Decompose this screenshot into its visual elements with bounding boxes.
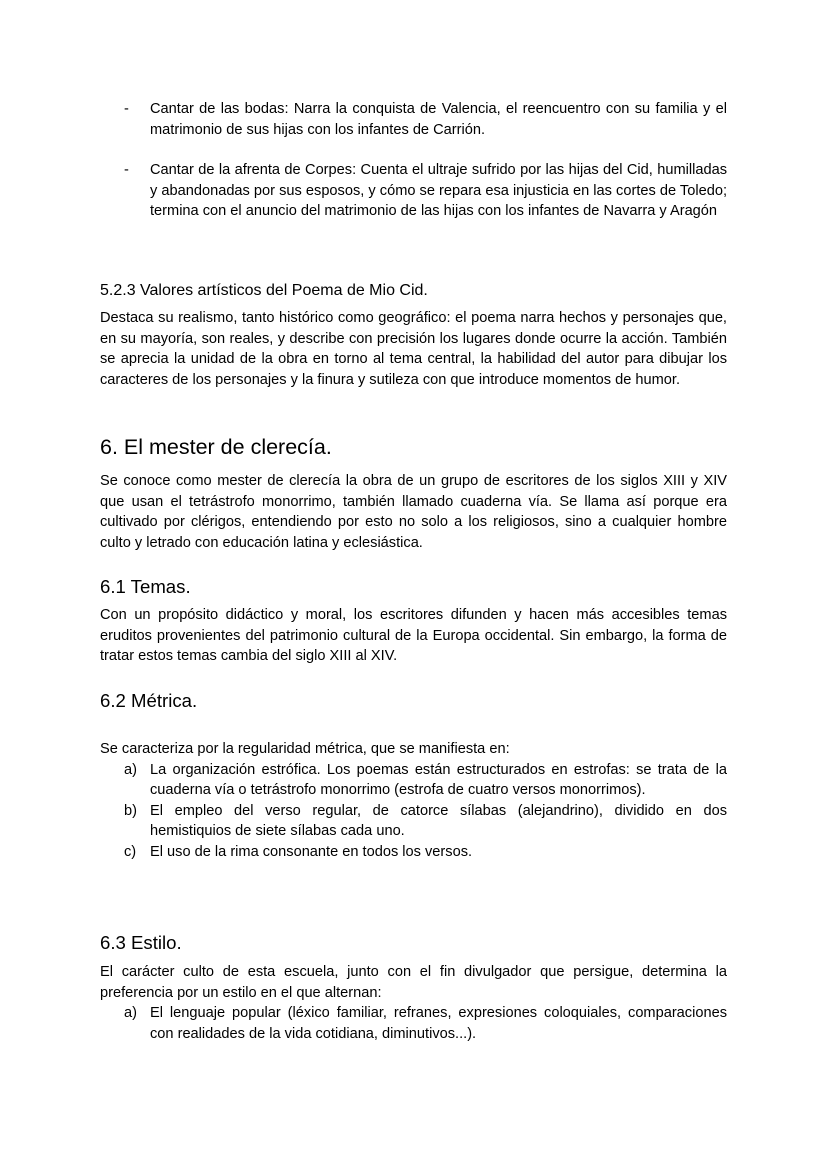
section-heading: 6. El mester de clerecía.	[100, 435, 332, 459]
list-item-text: Cantar de la afrenta de Corpes: Cuenta el ultraje sufrido por las hijas del Cid, humilladas y abandonadas por sus esposos, y cómo se repara esa injusticia en las cortes de Toledo; termina con el anuncio del matrimonio de las hijas con los infantes de Navarra y Aragón	[150, 162, 727, 220]
section-6-3	[100, 931, 727, 955]
section-6-2-body	[100, 739, 727, 863]
list-marker: c)	[124, 843, 137, 860]
list-marker: -	[124, 101, 129, 117]
section-5-2-3	[100, 281, 727, 301]
list-item-text: El lenguaje popular (léxico familiar, refranes, expresiones coloquiales, comparaciones con realidades de la vida cotidiana, diminutivos...).	[150, 1005, 727, 1042]
paragraph: Destaca su realismo, tanto histórico como geográfico: el poema narra hechos y personajes que, en su mayoría, son reales, y describe con precisión los lugares donde ocurre la acción. También se aprecia la unidad de la obra en torno al tema central, la habilidad del autor para dibujar los caracteres de los personajes y la finura y sutileza con que introduce momentos de humor.	[100, 310, 727, 388]
list-item-text: La organización estrófica. Los poemas están estructurados en estrofas: se trata de la cuaderna vía o tetrástrofo monorrimo (estrofa de cuatro versos monorrimos).	[150, 761, 727, 799]
list-item-text: El uso de la rima consonante en todos los versos.	[150, 843, 473, 860]
section-6-2	[100, 689, 727, 713]
section-heading: 6.2 Métrica.	[100, 690, 198, 711]
section-6-body	[100, 471, 727, 553]
section-6-3-body	[100, 962, 727, 1044]
section-6	[100, 434, 727, 460]
paragraph: Se conoce como mester de clerecía la obra de un grupo de escritores de los siglos XIII y XIV que usan el tetrástrofo monorrimo, también llamado cuaderna vía. Se llama así porque era cultivado por clérigos, entendiendo por esto no solo a los religiosos, sino a cualquier hombre culto y letrado con educación latina y eclesiástica.	[100, 473, 727, 551]
list-item	[100, 760, 727, 801]
list-marker: a)	[124, 761, 137, 778]
list-item-text: Cantar de las bodas: Narra la conquista de Valencia, el reencuentro con su familia y el matrimonio de sus hijas con los infantes de Carrión.	[150, 101, 727, 138]
section-heading: 6.1 Temas.	[100, 576, 191, 597]
list-item	[100, 1003, 727, 1044]
list-item	[100, 99, 727, 140]
paragraph: Con un propósito didáctico y moral, los escritores difunden y hacen más accesibles temas eruditos provenientes del patrimonio cultural de la Europa occidental. Sin embargo, la forma de tratar estos temas cambia del siglo XIII al XIV.	[100, 607, 727, 665]
cantar-list	[100, 99, 727, 140]
paragraph: Se caracteriza por la regularidad métrica, que se manifiesta en:	[100, 741, 510, 757]
list-marker: b)	[124, 802, 137, 819]
list-item	[100, 801, 727, 842]
cantar-list-2	[100, 160, 727, 222]
section-5-2-3-body	[100, 308, 727, 390]
section-6-1-body	[100, 605, 727, 667]
paragraph: El carácter culto de esta escuela, junto con el fin divulgador que persigue, determina la preferencia por un estilo en el que alternan:	[100, 964, 727, 1001]
list-marker: -	[124, 162, 129, 178]
section-6-1	[100, 575, 727, 599]
list-item	[100, 842, 727, 863]
list-item	[100, 160, 727, 222]
document-page	[100, 0, 727, 1169]
section-heading: 5.2.3 Valores artísticos del Poema de Mio Cid.	[100, 282, 428, 299]
list-item-text: El empleo del verso regular, de catorce sílabas (alejandrino), dividido en dos hemistiquios de siete sílabas cada uno.	[150, 802, 727, 840]
section-heading: 6.3 Estilo.	[100, 932, 182, 953]
list-marker: a)	[124, 1005, 137, 1022]
